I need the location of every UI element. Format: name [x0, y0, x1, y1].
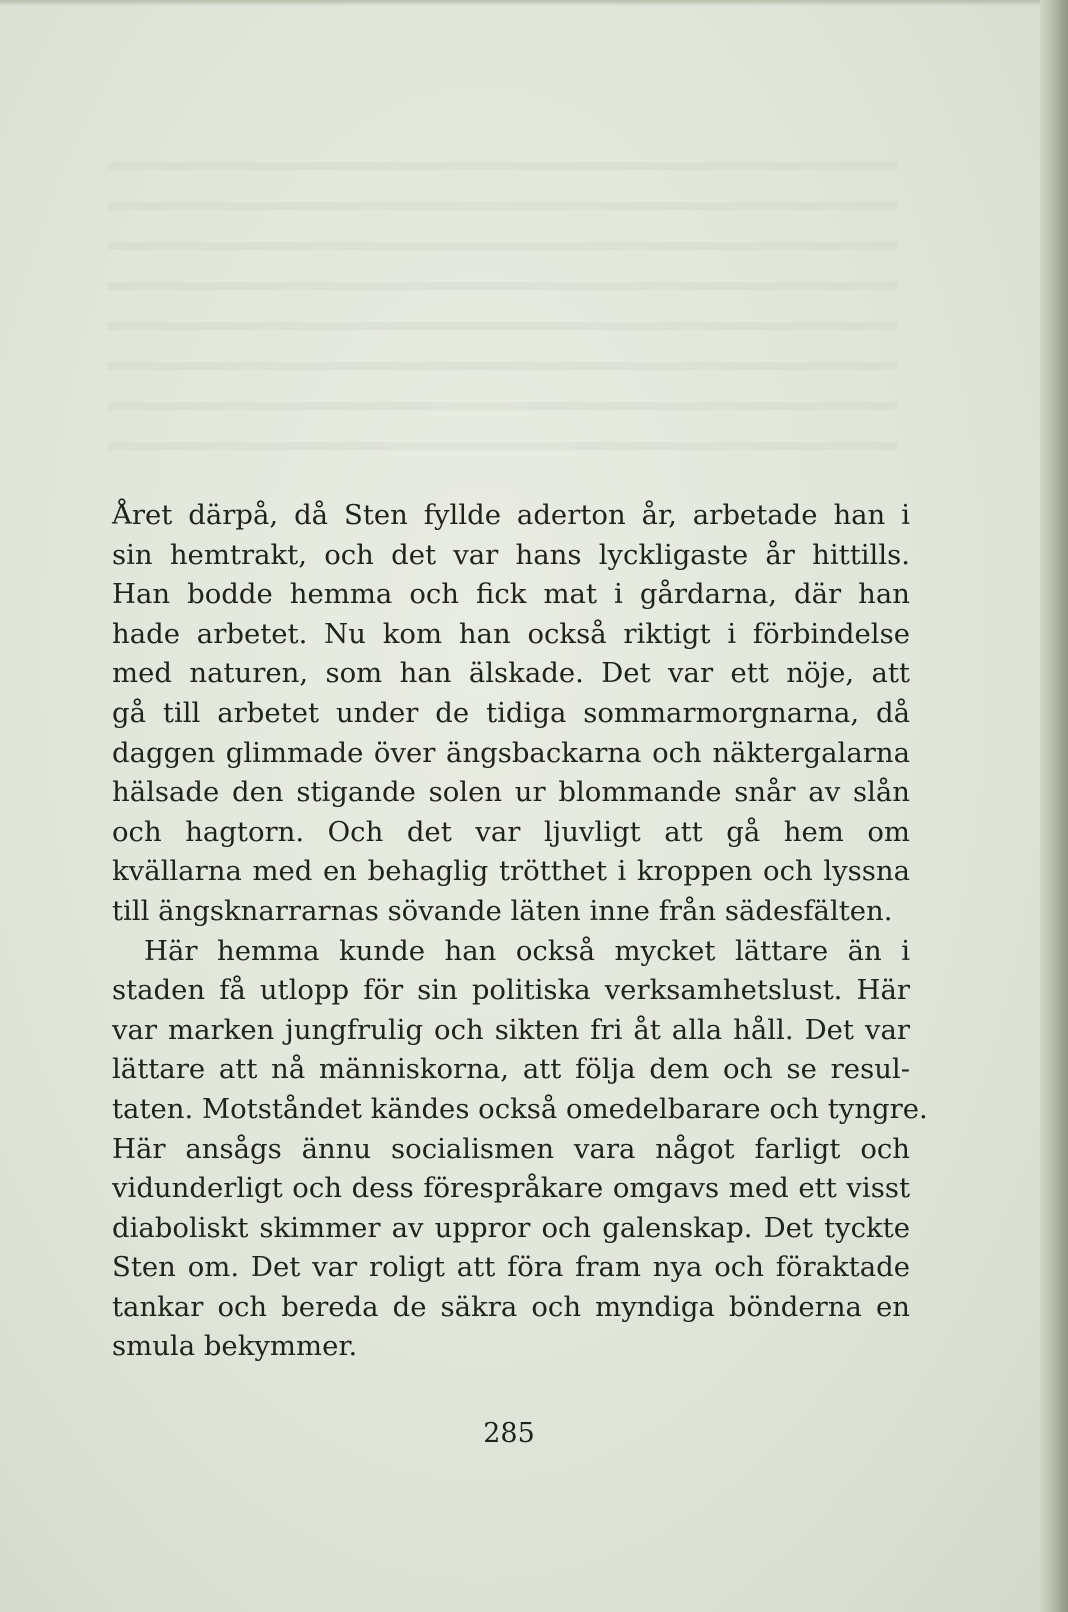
text-line: var marken jungfrulig och sikten fri åt alla håll. Det var — [112, 1013, 910, 1046]
text-line: Han bodde hemma och fick mat i gårdarna, där han — [112, 578, 910, 611]
text-line: smula bekymmer. — [112, 1330, 358, 1363]
text-line: sin hemtrakt, och det var hans lyckligaste år hittills. — [112, 538, 910, 571]
text-line: kvällarna med en behaglig trötthet i kroppen och lyssna — [112, 855, 910, 888]
text-line: vidunderligt och dess förespråkare omgavs med ett visst — [112, 1172, 910, 1205]
paragraph-2 — [112, 932, 928, 1368]
text-line: diaboliskt skimmer av uppror och galenskap. Det tyckte — [112, 1211, 910, 1244]
book-spine-edge — [1040, 0, 1068, 1612]
text-line: med naturen, som han älskade. Det var ett nöje, att — [112, 657, 910, 690]
paragraph-1 — [112, 496, 910, 932]
text-line: till ängsknarrarnas sövande läten inne från sädesfälten. — [112, 894, 893, 927]
text-line: hade arbetet. Nu kom han också riktigt i förbindelse — [112, 617, 910, 650]
text-line: daggen glimmade över ängsbackarna och näktergalarna — [112, 736, 910, 769]
text-line: Året därpå, då Sten fyllde aderton år, arbetade han i — [112, 499, 910, 531]
text-line: staden få utlopp för sin politiska verksamhetslust. Här — [112, 974, 910, 1007]
page-number: 285 — [483, 1418, 535, 1449]
show-through-text — [108, 140, 898, 480]
text-line: Här ansågs ännu socialismen vara något farligt och — [112, 1132, 910, 1165]
body-text — [112, 496, 928, 1367]
text-line: tankar och bereda de säkra och myndiga bönderna en — [112, 1290, 910, 1323]
text-line: Här hemma kunde han också mycket lättare än i — [144, 934, 910, 967]
text-line: och hagtorn. Och det var ljuvligt att gå hem om — [112, 815, 910, 848]
text-line: gå till arbetet under de tidiga sommarmorgnarna, då — [112, 696, 910, 729]
text-line: taten. Motståndet kändes också omedelbarare och tyngre. — [112, 1092, 928, 1125]
text-line: hälsade den stigande solen ur blommande snår av slån — [112, 776, 910, 809]
text-line: Sten om. Det var roligt att föra fram nya och föraktade — [112, 1251, 910, 1284]
page-top-edge — [0, 0, 1068, 6]
text-line: lättare att nå människorna, att följa dem och se resul- — [112, 1053, 910, 1086]
